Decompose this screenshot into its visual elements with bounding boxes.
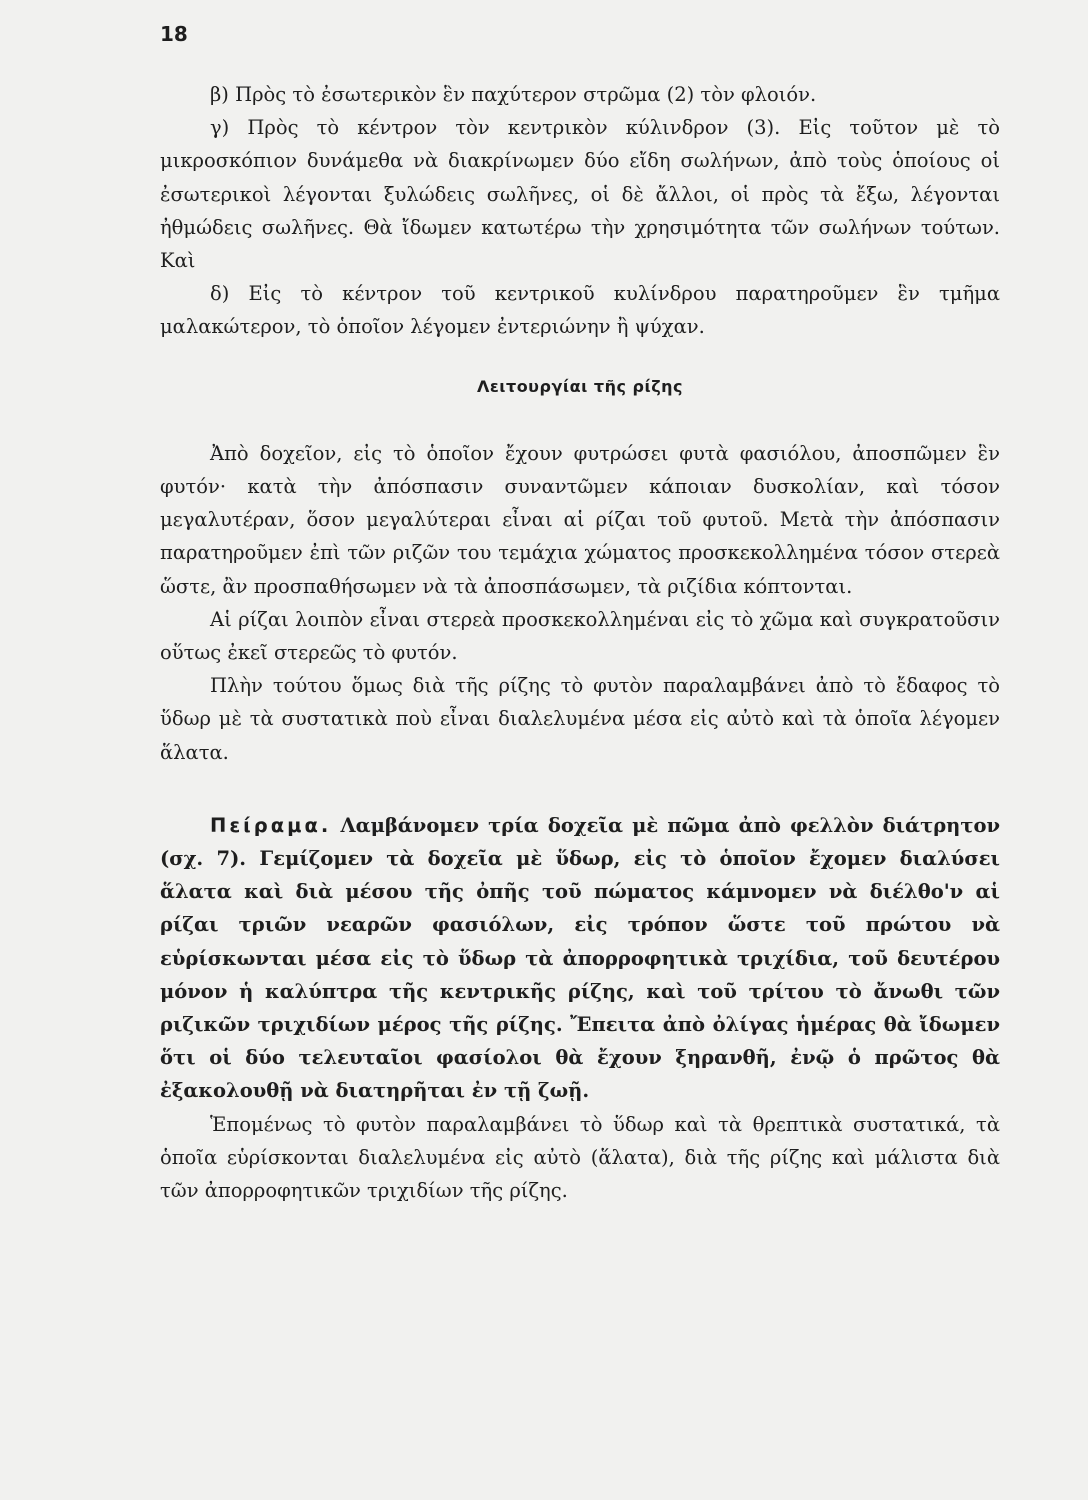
paragraph-3: Πλὴν τούτου ὅμως διὰ τῆς ρίζης τὸ φυτὸν παραλαμβάνει ἀπὸ τὸ ἔδαφος τὸ ὕδωρ μὲ τὰ συστατικὰ ποὺ εἶναι διαλελυμένα μέσα εἰς αὐτὸ καὶ τὰ ὁποῖα λέγομεν ἅλατα. [160,674,1000,764]
paragraph-2: Αἱ ρίζαι λοιπὸν εἶναι στερεὰ προσκεκολλημέναι εἰς τὸ χῶμα καὶ συγκρατοῦσιν οὕτως ἐκεῖ στερεῶς τὸ φυτόν. [160,607,1000,665]
page-body [160,78,1000,1207]
page-number: 18 [160,22,188,46]
list-item-delta: δ) Εἰς τὸ κέντρον τοῦ κεντρικοῦ κυλίνδρου παρατηροῦμεν ἓν τμῆμα μαλακώτερον, τὸ ὁποῖον λέγομεν ἐντεριώνην ἢ ψύχαν. [160,282,1000,339]
experiment-label: Πείραμα. [210,813,332,837]
experiment-text: Λαμβάνομεν τρία δοχεῖα μὲ πῶμα ἀπὸ φελλὸν διάτρητον (σχ. 7). Γεμίζομεν τὰ δοχεῖα μὲ ὕδωρ, εἰς τὸ ὁποῖον ἔχομεν διαλύσει ἅλατα καὶ διὰ μέσου τῆς ὀπῆς τοῦ πώματος κάμνομεν νὰ διέλθο'ν αἱ ρίζαι τριῶν νεαρῶν φασιόλων, εἰς τρόπον ὥστε τοῦ πρώτου νὰ εὑρίσκωνται μέσα εἰς τὸ ὕδωρ τὰ ἀπορροφητικὰ τριχίδια, τοῦ δευτέρου μόνον ἡ καλύπτρα τῆς κεντρικῆς ρίζης, καὶ τοῦ τρίτου τὸ ἄνωθι τῶν ριζικῶν τριχιδίων μέρος τῆς ρίζης. Ἔπειτα ἀπὸ ὀλίγας ἡμέρας θὰ ἴδωμεν ὅτι οἱ δύο τελευταῖοι φασίολοι θὰ ἔχουν ξηρανθῆ, ἐνῷ ὁ πρῶτος θὰ ἐξακολουθῇ νὰ διατηρῆται ἐν τῇ ζωῇ. [160,813,1000,1103]
paragraph-1: Ἀπὸ δοχεῖον, εἰς τὸ ὁποῖον ἔχουν φυτρώσει φυτὰ φασιόλου, ἀποσπῶμεν ἓν φυτόν· κατὰ τὴν ἀπόσπασιν συναντῶμεν κάποιαν δυσκολίαν, καὶ τόσον μεγαλυτέραν, ὅσον μεγαλύτεραι εἶναι αἱ ρίζαι τοῦ φυτοῦ. Μετὰ τὴν ἀπόσπασιν παρατηροῦμεν ἐπὶ τῶν ριζῶν του τεμάχια χώματος προσκεκολλημένα τόσον στερεὰ ὥστε, ἂν προσπαθήσωμεν νὰ τὰ ἀποσπάσωμεν, τὰ ριζίδια κόπτονται. [160,441,1000,598]
list-item-gamma: γ) Πρὸς τὸ κέντρον τὸν κεντρικὸν κύλινδρον (3). Εἰς τοῦτον μὲ τὸ μικροσκόπιον δυνάμεθα νὰ διακρίνωμεν δύο εἴδη σωλήνων, ἀπὸ τοὺς ὁποίους οἱ ἐσωτερικοὶ λέγονται ξυλώδεις σωλῆνες, οἱ δὲ ἄλλοι, οἱ πρὸς τὰ ἔξω, λέγονται ἠθμώδεις σωλῆνες. Θὰ ἴδωμεν κατωτέρω τὴν χρησιμότητα τῶν σωλήνων τούτων. Καὶ [160,116,1000,273]
experiment-paragraph [160,809,1000,1108]
section-heading: Λειτουργίαι τῆς ρίζης [476,376,684,396]
conclusion-paragraph: Ἑπομένως τὸ φυτὸν παραλαμβάνει τὸ ὕδωρ καὶ τὰ θρεπτικὰ συστατικά, τὰ ὁποῖα εὑρίσκονται διαλελυμένα εἰς αὐτὸ (ἅλατα), διὰ τῆς ρίζης καὶ μάλιστα διὰ τῶν ἀπορροφητικῶν τριχιδίων τῆς ρίζης. [160,1112,1000,1203]
spacer [160,769,1000,809]
list-item-beta: β) Πρὸς τὸ ἐσωτερικὸν ἓν παχύτερον στρῶμα (2) τὸν φλοιόν. [210,83,817,106]
